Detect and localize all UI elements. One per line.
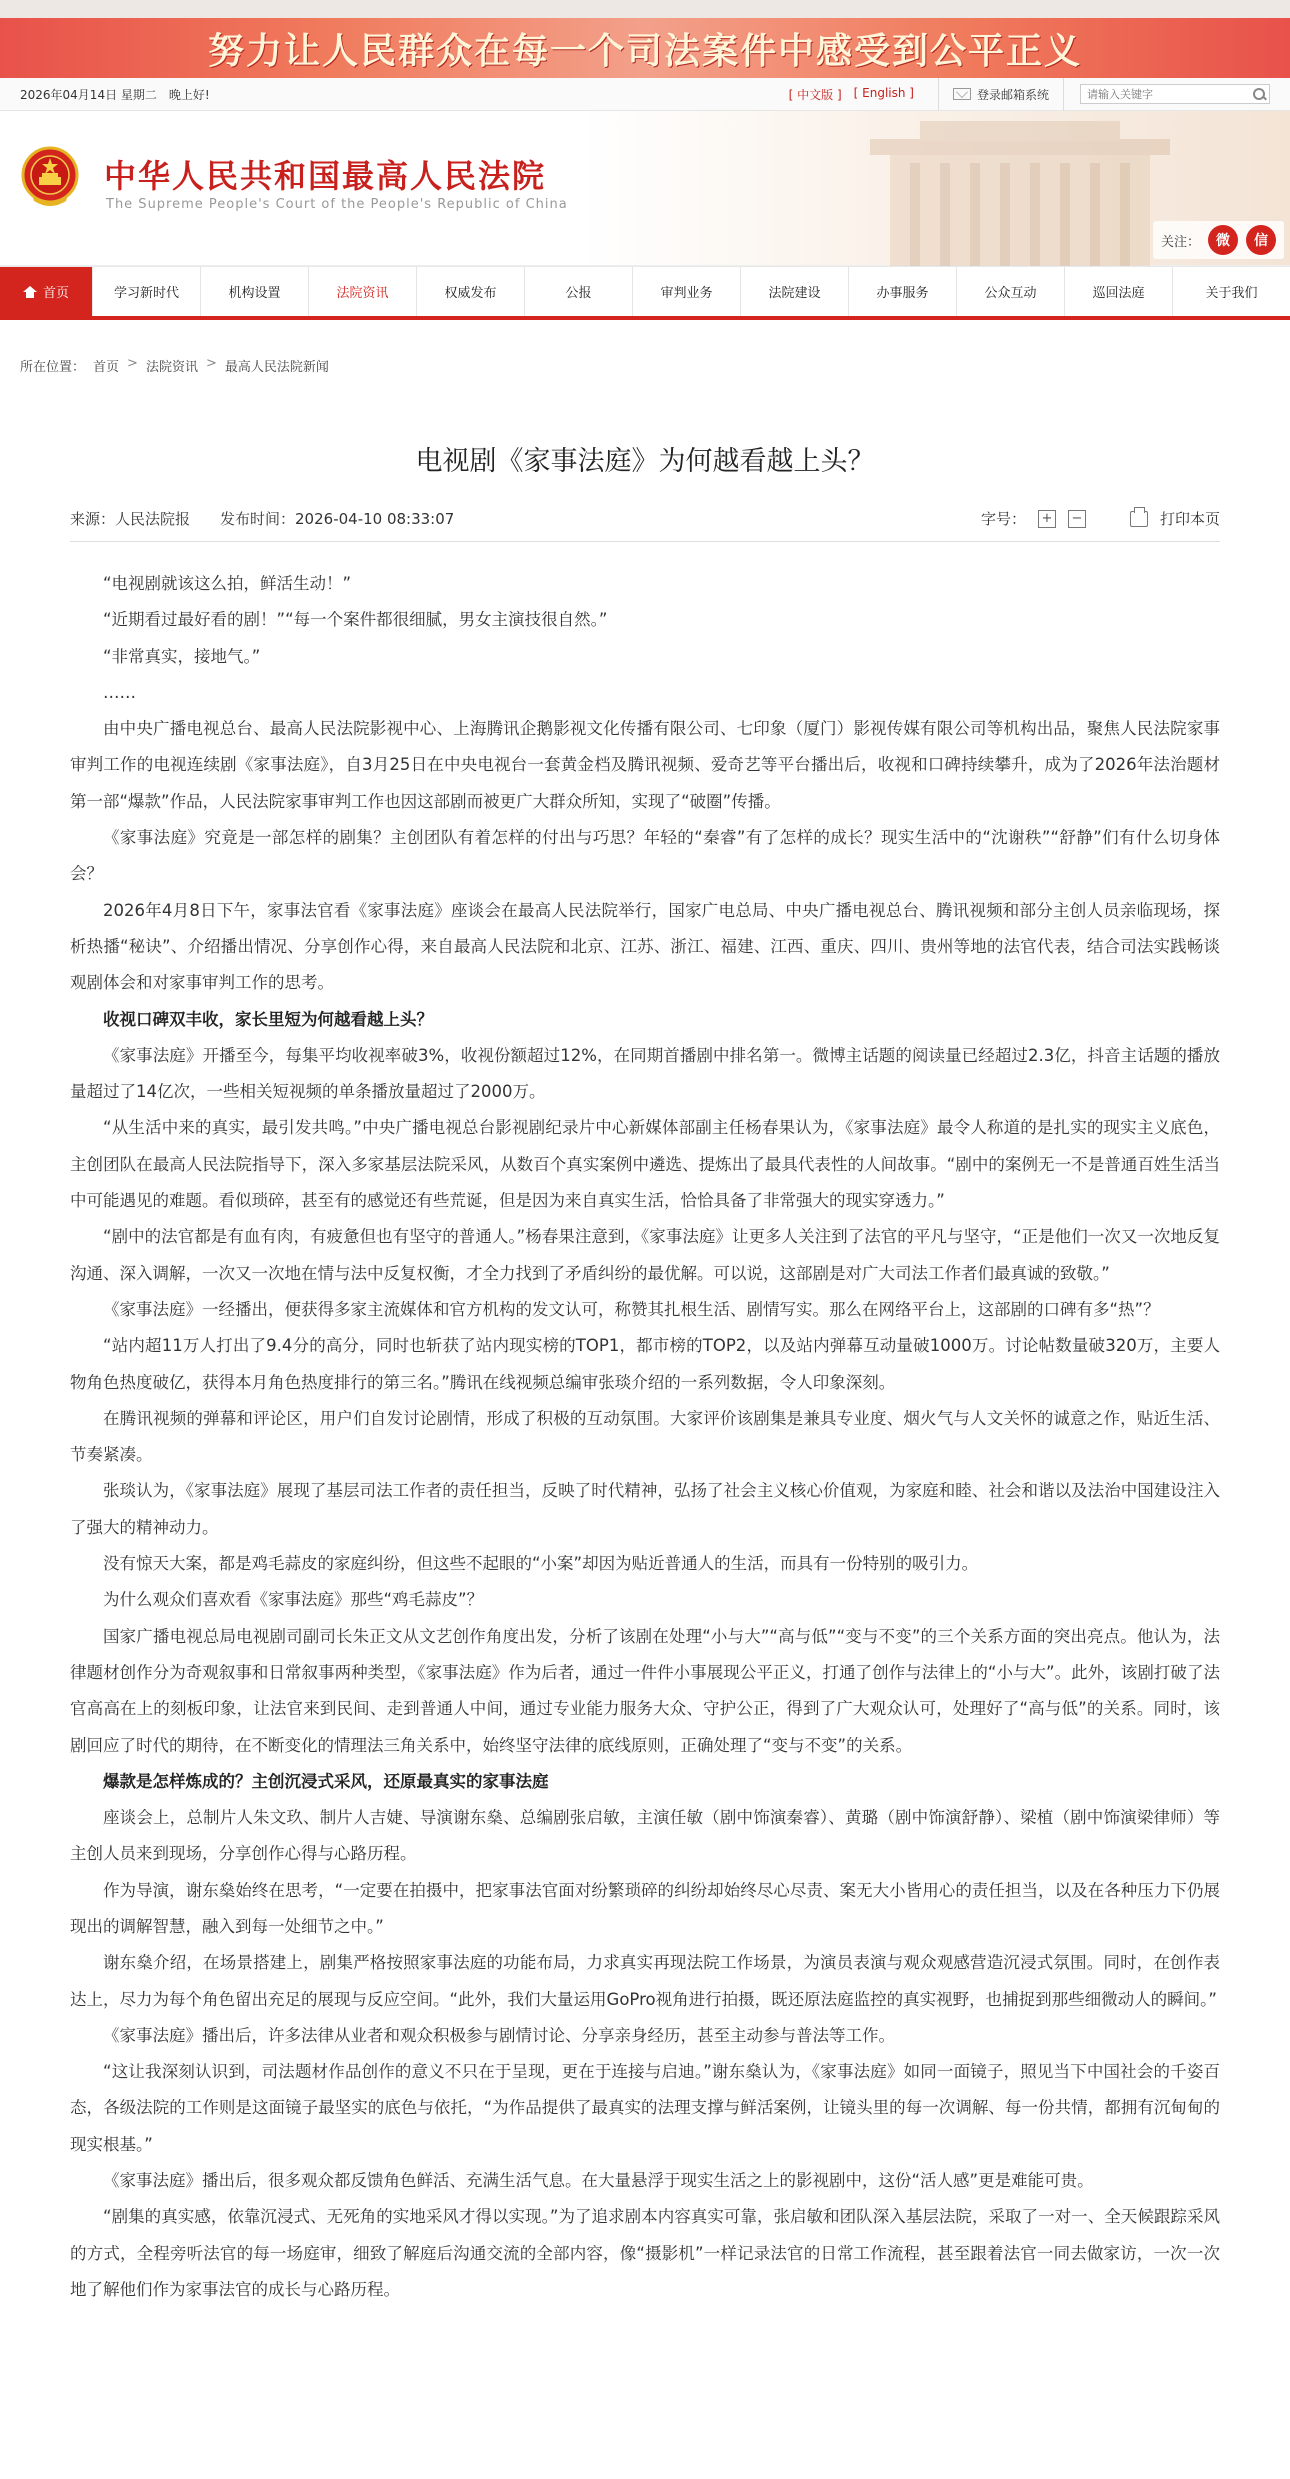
national-emblem xyxy=(20,145,80,209)
article-paragraph: …… xyxy=(103,682,136,702)
article-paragraph: 《家事法庭》播出后，很多观众都反馈角色鲜活、充满生活气息。在大量悬浮于现实生活之上的影视剧中，这份“活人感”更是难能可贵。 xyxy=(103,2171,1094,2191)
article-paragraph: “剧集的真实感，依靠沉浸式、无死角的实地采风才得以实现。”为了追求剧本内容真实可靠，张启敏和团队深入基层法院，采取了一对一、全天候跟踪采风的方式，全程旁听法官的每一场庭审，细致了解庭后沟通交流的全部内容，像“摄影机”一样记录法官的日常工作流程，甚至跟着法官一同去做家访，一次一次地了解他们作为家事法官的成长与心路历程。 xyxy=(70,2207,1220,2299)
nav-item-court-news[interactable]: 法院资讯 xyxy=(309,267,417,316)
article-paragraph: 2026年4月8日下午，家事法官看《家事法庭》座谈会在最高人民法院举行，国家广电总局、中央广播电视总台、腾讯视频和部分主创人员亲临现场，探析热播“秘诀”、介绍播出情况、分享创作心得，来自最高人民法院和北京、江苏、浙江、福建、江西、重庆、四川、贵州等地的法官代表，结合司法实践畅谈观剧体会和对家事审判工作的思考。 xyxy=(70,900,1220,993)
follow-label: 关注： xyxy=(1160,234,1200,250)
font-size-control xyxy=(981,508,1086,529)
search-box xyxy=(1080,84,1270,104)
article-paragraph: “站内超11万人打出了9.4分的高分，同时也斩获了站内现实榜的TOP1，都市榜的TOP2，以及站内弹幕互动量破1000万。讨论帖数量破320万，主要人物角色热度破亿，获得本月角色热度排行的第三名。”腾讯在线视频总编审张琰介绍的一系列数据，令人印象深刻。 xyxy=(70,1336,1220,1392)
article-paragraph: “非常真实，接地气。” xyxy=(103,646,261,666)
article-paragraph: 张琰认为，《家事法庭》展现了基层司法工作者的责任担当，反映了时代精神，弘扬了社会主义核心价值观，为家庭和睦、社会和谐以及法治中国建设注入了强大的精神动力。 xyxy=(70,1481,1220,1537)
breadcrumb-separator: > xyxy=(127,356,138,371)
nav-item-home[interactable] xyxy=(0,267,93,316)
mail-icon xyxy=(953,88,971,100)
current-date: 2026年04月14日 星期二 晚上好! xyxy=(20,87,210,102)
font-increase-button[interactable]: + xyxy=(1038,510,1056,528)
article-paragraph: 《家事法庭》究竟是一部怎样的剧集？主创团队有着怎样的付出与巧思？年轻的“秦睿”有了怎样的成长？现实生活中的“沈谢秩”“舒静”们有什么切身体会？ xyxy=(70,828,1220,884)
nav-item-gazette[interactable]: 公报 xyxy=(525,267,633,316)
font-decrease-button[interactable]: − xyxy=(1068,510,1086,528)
breadcrumb-separator: > xyxy=(205,356,217,371)
article-paragraph: 为什么观众们喜欢看《家事法庭》那些“鸡毛蒜皮”？ xyxy=(103,1590,484,1610)
main-nav xyxy=(0,266,1290,320)
article-paragraph: “电视剧就该这么拍，鲜活生动！” xyxy=(103,574,352,593)
breadcrumb-court-news[interactable]: 法院资讯 xyxy=(145,360,198,375)
article-meta xyxy=(70,508,1220,542)
home-icon xyxy=(23,286,37,298)
article-paragraph: “这让我深刻认识到，司法题材作品创作的意义不只在于呈现，更在于连接与启迪。”谢东燊认为，《家事法庭》如同一面镜子，照见当下中国社会的千姿百态，各级法院的工作则是这面镜子最坚实的底色与依托，“为作品提供了最真实的法理支撑与鲜活案例，让镜头里的每一次调解、每一份共情，都拥有沉甸甸的现实根基。” xyxy=(70,2062,1220,2154)
nav-item-about[interactable]: 关于我们 xyxy=(1205,286,1258,301)
article-paragraph: 没有惊天大案，都是鸡毛蒜皮的家庭纠纷，但这些不起眼的“小案”却因为贴近普通人的生活，而具有一份特别的吸引力。 xyxy=(103,1554,979,1574)
mail-login-label: 登录邮箱系统 xyxy=(976,87,1049,102)
language-switcher xyxy=(789,86,914,103)
article-body xyxy=(70,566,1220,2308)
article-paragraph: “近期看过最好看的剧！”“每一个案件都很细腻，男女主演技很自然。” xyxy=(103,610,608,630)
nav-item-court-construction[interactable]: 法院建设 xyxy=(741,267,849,316)
wechat-icon[interactable]: 信 xyxy=(1246,225,1276,255)
mail-login-link[interactable] xyxy=(938,78,1064,111)
nav-item-releases[interactable]: 权威发布 xyxy=(417,267,525,316)
nav-item-services[interactable]: 办事服务 xyxy=(849,267,957,316)
breadcrumb xyxy=(0,320,1290,375)
info-bar xyxy=(0,78,1290,111)
follow-bar xyxy=(1153,221,1284,259)
nav-label: 首页 xyxy=(42,286,69,301)
font-size-label: 字号： xyxy=(980,510,1026,528)
article-title: 电视剧《家事法庭》为何越看越上头？ xyxy=(415,446,875,477)
article-paragraph: “剧中的法官都是有血有肉，有疲惫但也有坚守的普通人。”杨春果注意到，《家事法庭》让更多人关注到了法官的平凡与坚守，“正是他们一次又一次地反复沟通、深入调解，一次又一次地在情与法中反复权衡，才全力找到了矛盾纠纷的最优解。可以说，这部剧是对广大司法工作者们最真诚的致敬。” xyxy=(70,1227,1220,1283)
nav-item-circuit-courts[interactable]: 巡回法庭 xyxy=(1065,267,1173,316)
article-source: 来源：人民法院报 xyxy=(70,510,191,528)
breadcrumb-label: 所在位置： xyxy=(20,360,86,375)
nav-item-trial-business[interactable]: 审判业务 xyxy=(633,267,741,316)
article xyxy=(70,439,1220,2308)
site-name-cn[interactable]: 中华人民共和国最高人民法院 xyxy=(104,157,547,195)
lang-cn-link[interactable]: [ 中文版 ] xyxy=(788,87,842,102)
nav-item-public-interaction[interactable]: 公众互动 xyxy=(957,267,1065,316)
site-header xyxy=(0,111,1290,266)
weibo-icon[interactable]: 微 xyxy=(1208,225,1238,255)
printer-icon xyxy=(1130,511,1148,527)
article-paragraph: 在腾讯视频的弹幕和评论区，用户们自发讨论剧情，形成了积极的互动氛围。大家评价该剧集是兼具专业度、烟火气与人文关怀的诚意之作，贴近生活、节奏紧凑。 xyxy=(70,1408,1220,1465)
article-paragraph: 座谈会上，总制片人朱文玖、制片人吉婕、导演谢东燊、总编剧张启敏，主演任敏（剧中饰演秦睿）、黄璐（剧中饰演舒静）、梁植（剧中饰演梁律师）等主创人员来到现场，分享创作心得与心路历程。 xyxy=(70,1808,1220,1864)
article-paragraph: 《家事法庭》一经播出，便获得多家主流媒体和官方机构的发文认可，称赞其扎根生活、剧情写实。那么在网络平台上，这部剧的口碑有多“热”？ xyxy=(103,1299,1160,1319)
site-name-en: The Supreme People's Court of the People's Republic of China xyxy=(106,197,568,212)
section-heading: 爆款是怎样炼成的？主创沉浸式采风，还原最真实的家事法庭 xyxy=(103,1771,549,1791)
article-paragraph: 《家事法庭》播出后，许多法律从业者和观众积极参与剧情讨论、分享亲身经历，甚至主动参与普法等工作。 xyxy=(103,2025,895,2045)
article-paragraph: 谢东燊介绍，在场景搭建上，剧集严格按照家事法庭的功能布局，力求真实再现法院工作场景，为演员表演与观众观感营造沉浸式氛围。同时，在创作表达上，尽力为每个角色留出充足的展现与反应空间。“此外，我们大量运用GoPro视角进行拍摄，既还原法庭监控的真实视野，也捕捉到那些细微动人的瞬间。” xyxy=(70,1953,1220,2009)
nav-item-study[interactable]: 学习新时代 xyxy=(93,267,201,316)
section-heading: 收视口碑双丰收，家长里短为何越看越上头？ xyxy=(103,1009,433,1029)
article-paragraph: “从生活中来的真实，最引发共鸣。”中央广播电视总台影视剧纪录片中心新媒体部副主任杨春果认为，《家事法庭》最令人称道的是扎实的现实主义底色，主创团队在最高人民法院指导下，深入多家基层法院采风，从数百个真实案例中遴选、提炼出了最具代表性的人间故事。“剧中的案例无一不是普通百姓生活当中可能遇见的难题。看似琐碎，甚至有的感觉还有些荒诞，但是因为来自真实生活，恰恰具备了非常强大的现实穿透力。” xyxy=(70,1118,1220,1211)
article-paragraph: 国家广播电视总局电视剧司副司长朱正文从文艺创作角度出发，分析了该剧在处理“小与大”“高与低”“变与不变”的三个关系方面的突出亮点。他认为，法律题材创作分为奇观叙事和日常叙事两种类型，《家事法庭》作为后者，通过一件件小事展现公平正义，打通了创作与法律上的“小与大”。此外，该剧打破了法官高高在上的刻板印象，让法官来到民间、走到普通人中间，通过专业能力服务大众、守护公正，得到了广大观众认可，处理好了“高与低”的关系。同时，该剧回应了时代的期待，在不断变化的情理法三角关系中，始终坚守法律的底线原则，正确处理了“变与不变”的关系。 xyxy=(70,1626,1220,1755)
top-banner xyxy=(0,0,1290,78)
banner-slogan: 努力让人民群众在每一个司法案件中感受到公平正义 xyxy=(207,30,1082,72)
search-icon[interactable] xyxy=(1249,85,1269,103)
article-publish-time: 发布时间：2026-04-10 08:33:07 xyxy=(220,510,455,528)
breadcrumb-home[interactable]: 首页 xyxy=(93,360,120,375)
article-paragraph: 《家事法庭》开播至今，每集平均收视率破3%，收视份额超过12%，在同期首播剧中排名第一。微博主话题的阅读量已经超过2.3亿，抖音主话题的播放量超过了14亿次，一些相关短视频的单条播放量超过了2000万。 xyxy=(70,1045,1220,1102)
breadcrumb-spc-news[interactable]: 最高人民法院新闻 xyxy=(224,360,329,375)
search-input[interactable] xyxy=(1081,88,1249,101)
print-label: 打印本页 xyxy=(1159,510,1220,528)
lang-en-link[interactable]: [ English ] xyxy=(853,85,914,100)
article-paragraph: 作为导演，谢东燊始终在思考，“一定要在拍摄中，把家事法官面对纷繁琐碎的纠纷却始终尽心尽责、案无大小皆用心的责任担当，以及在各种压力下仍展现出的调解智慧，融入到每一处细节之中。” xyxy=(70,1880,1220,1936)
print-button[interactable] xyxy=(1130,508,1220,529)
article-paragraph: 由中央广播电视总台、最高人民法院影视中心、上海腾讯企鹅影视文化传播有限公司、七印象（厦门）影视传媒有限公司等机构出品，聚焦人民法院家事审判工作的电视连续剧《家事法庭》，自3月25日在中央电视台一套黄金档及腾讯视频、爱奇艺等平台播出后，收视和口碑持续攀升，成为了2026年法治题材第一部“爆款”作品，人民法院家事审判工作也因这部剧而被更广大群众所知，实现了“破圈”传播。 xyxy=(70,719,1220,811)
nav-item-organization[interactable]: 机构设置 xyxy=(201,267,309,316)
